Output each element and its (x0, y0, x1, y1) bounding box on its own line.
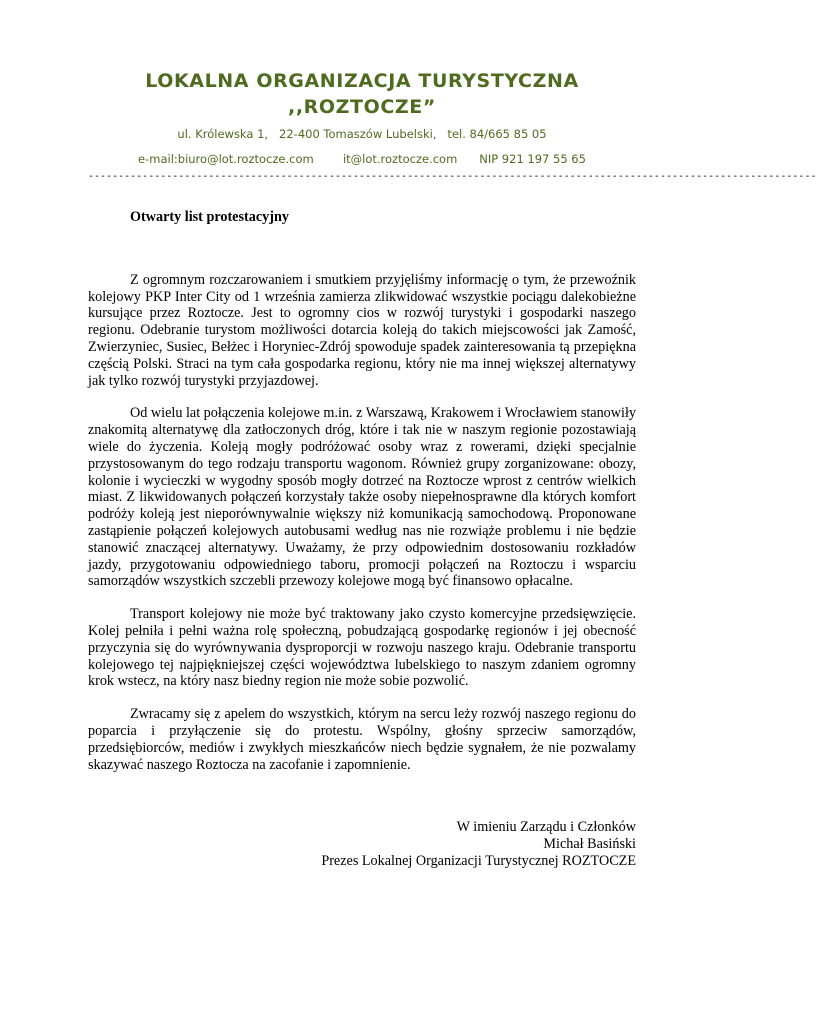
signature-name: Michał Basiński (543, 836, 636, 853)
signature-line-board: W imieniu Zarządu i Członków (456, 819, 636, 836)
paragraph: Zwracamy się z apelem do wszystkich, którym na sercu leży rozwój naszego regionu do poparcia i przyłączenie się do protestu. Wspólny, głośny sprzeciw samorządów, przedsiębiorców, mediów i zwykłych mieszkańców niech będzie sygnałem, że nie pozwalamy skazywać naszego Roztocza na zacofanie i zapomnienie. (88, 706, 636, 773)
letterhead (88, 68, 636, 167)
paragraph: Z ogromnym rozczarowaniem i smutkiem przyjęliśmy informację o tym, że przewoźnik kolejowy PKP Inter City od 1 września zamierza zlikwidować wszystkie pociągu dalekobieżne kursujące przez Roztocze. Jest to ogromny cios w rozwój turystyki i gospodarki naszego regionu. Odebranie turystom możliwości dotarcia koleją do takich miejscowości jak Zamość, Zwierzyniec, Susiec, Bełżec i Horyniec-Zdrój spowoduje spadek zainteresowania tą przepiękna częścią Polski. Straci na tym cała gospodarka regionu, który nie ma innej większej alternatywy jak tylko rozwój turystyki przyjazdowej. (88, 271, 636, 389)
address-line: ul. Królewska 1, 22-400 Tomaszów Lubelski, tel. 84/665 85 05 (177, 127, 547, 141)
signature-block (88, 819, 636, 870)
signature-position: Prezes Lokalnej Organizacji Turystycznej ROZTOCZE (321, 853, 636, 870)
letter-body (88, 209, 636, 870)
paragraph: Transport kolejowy nie może być traktowany jako czysto komercyjne przedsięwzięcie. Kolej pełniła i pełni ważna rolę społeczną, pobudzającą gospodarkę regionów i jej obecność przyczynia się do wyrównywania dysproporcji w rozwoju naszego kraju. Odebranie transportu kolejowego tej najpiękniejszej części województwa lubelskiego to naszym zdaniem ogromny krok wstecz, na który nasz biedny region nie może sobie pozwolić. (88, 606, 636, 690)
header-divider: ------------------------------------------------------------------------------------------------------------------------- (88, 171, 816, 182)
paragraph: Od wielu lat połączenia kolejowe m.in. z Warszawą, Krakowem i Wrocławiem stanowiły znakomitą alternatywę dla zatłoczonych dróg, które i tak nie w naszym regionie pozostawiają wiele do życzenia. Koleją mogły podróżować osoby wraz z rowerami, dzięki specjalnie przystosowanym do tego rodzaju transportu wagonom. Również grupy zorganizowane: obozy, kolonie i wycieczki w wygodny sposób mogły dotrzeć na Roztocze wprost z centrów wielkich miast. Z likwidowanych połączeń korzystały także osoby niepełnosprawne dla których komfort podróży koleją jest nieporównywalnie większy niż komunikacją samochodową. Proponowane zastąpienie połączeń kolejowych autobusami według nas nie rozwiąże problemu i nie będzie stanowić znaczącej alternatywy. Uważamy, że przy odpowiednim dostosowaniu rozkładów jazdy, przygotowaniu odpowiedniego taboru, promocji połączeń na Roztoczu i wsparciu samorządów wszystkich szczebli przewozy kolejowe mogą być finansowo opłacalne. (88, 405, 636, 590)
contact-line: e-mail:biuro@lot.roztocze.com it@lot.roztocze.com NIP 921 197 55 65 (138, 152, 586, 166)
letter-title: Otwarty list protestacyjny (130, 209, 289, 225)
organization-name: LOKALNA ORGANIZACJA TURYSTYCZNA ,,ROZTOCZE” (145, 70, 579, 118)
